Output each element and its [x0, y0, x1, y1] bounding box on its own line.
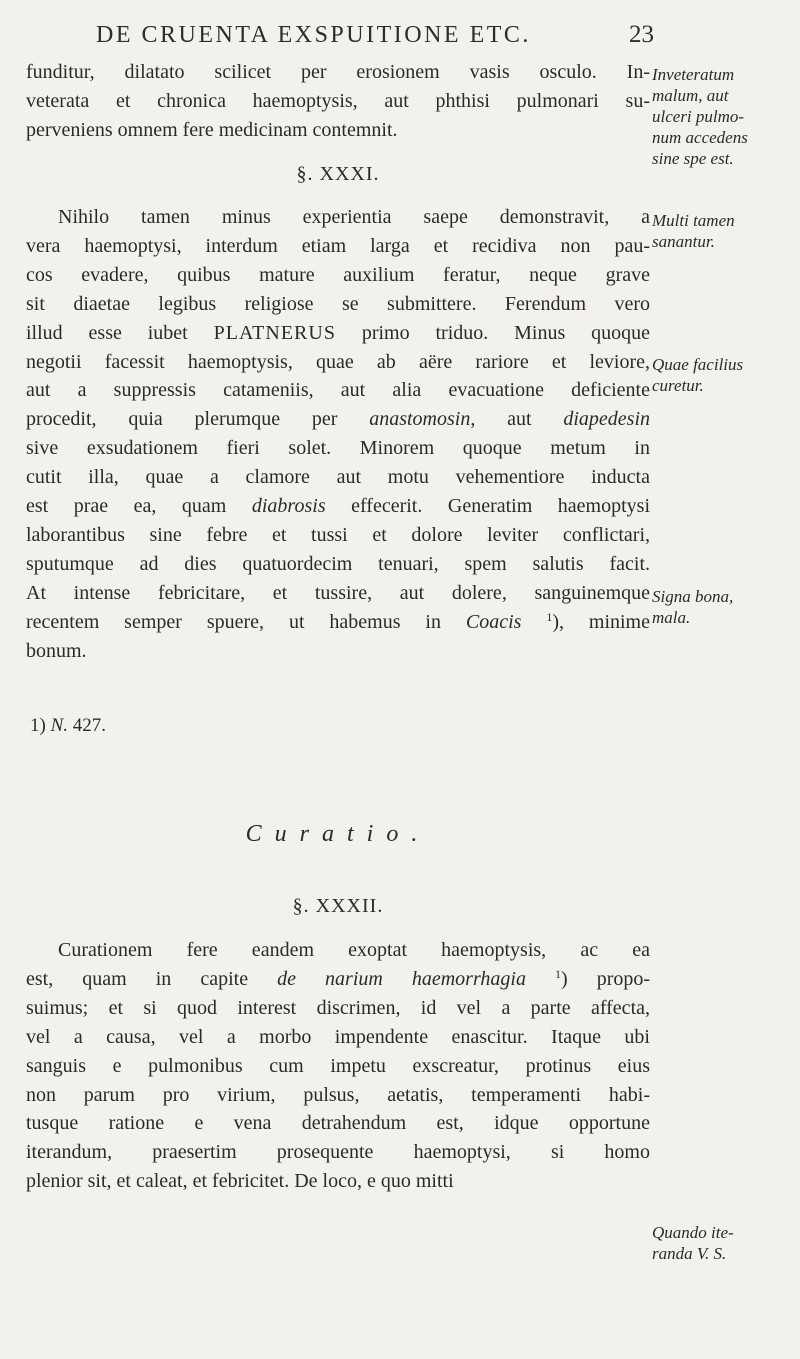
text-run: ) propo-: [561, 967, 651, 990]
text-line: [26, 965, 650, 994]
text-run: , aut: [470, 408, 532, 431]
margin-line: Multi tamen: [652, 211, 735, 230]
term-italic: diapedesin: [563, 408, 651, 431]
section-heading-31: §. XXXI.: [296, 163, 380, 185]
text-line: cos evadere, quibus mature auxilium feratur, neque grave: [26, 263, 650, 286]
text-line: laborantibus sine febre et tussi et dolore leviter conflictari,: [26, 523, 650, 546]
text-line: sit diaetae legibus religiose se submittere. Ferendum vero: [26, 292, 650, 315]
text-line: non parum pro virium, pulsus, aetatis, temperamenti habi-: [26, 1083, 650, 1106]
term-italic: diabrosis: [251, 495, 326, 518]
footnote-ref-abbrev: N.: [50, 715, 69, 736]
running-title: DE CRUENTA EXSPUITIONE ETC.: [96, 22, 531, 48]
chapter-title-italic: de narium haemorrhagia: [277, 967, 526, 990]
margin-line: Inveteratum: [652, 65, 735, 84]
text-line: suimus; et si quod interest discrimen, id vel a parte affecta,: [26, 996, 650, 1019]
footnote-ref: 1: [555, 966, 561, 981]
text-line: At intense febricitare, et tussire, aut dolere, sanguinemque: [26, 581, 650, 604]
footnote-number: 427.: [72, 715, 107, 736]
margin-line: mala.: [652, 608, 691, 627]
curatio-title: Curatio.: [245, 821, 431, 847]
text-line: funditur, dilatato scilicet per erosionem vasis osculo. In-: [26, 61, 650, 83]
paragraph-inveteratum: [26, 58, 650, 145]
margin-note-inveteratum: [652, 64, 800, 169]
text-run: primo triduo. Minus quoque: [361, 321, 651, 344]
margin-line: malum, aut: [652, 86, 729, 105]
text-line: sputumque ad dies quatuordecim tenuari, spem salutis facit.: [26, 552, 650, 575]
footnote-marker: 1): [30, 715, 46, 736]
text-line: sive exsudationem fieri solet. Minorem quoque metum in: [26, 437, 650, 460]
margin-line: Quae facilius: [652, 355, 744, 374]
text-line: iterandum, praesertim prosequente haemoptysi, si homo: [26, 1141, 650, 1164]
text-line: [26, 608, 650, 637]
footnote-ref: 1: [546, 609, 553, 624]
margin-line: Quando ite-: [652, 1223, 734, 1242]
margin-note-signa: [652, 586, 800, 628]
text-line: veterata et chronica haemoptysis, aut phthisi pulmonari su-: [26, 89, 650, 112]
text-line: negotii facessit haemoptysis, quae ab aëre rariore et leviore,: [26, 350, 650, 373]
margin-line: Signa bona,: [652, 587, 734, 606]
text-line: cutit illa, quae a clamore aut motu vehementiore inducta: [26, 466, 650, 489]
author-name: PLATNERUS: [213, 321, 336, 344]
text-line: [26, 405, 650, 434]
text-line: [26, 319, 650, 348]
margin-note-multi: [652, 210, 800, 252]
text-run: recentem semper spuere, ut habemus in: [26, 610, 441, 633]
text-line: sanguis e pulmonibus cum impetu exscreatur, protinus eius: [26, 1054, 650, 1077]
text-line: aut a suppressis catameniis, aut alia evacuatione deficiente: [26, 379, 650, 402]
margin-line: ulceri pulmo-: [652, 107, 745, 126]
margin-line: num accedens: [652, 128, 748, 147]
text-line: bonum.: [26, 639, 87, 662]
margin-note-facilius: [652, 354, 800, 396]
margin-line: sanantur.: [652, 232, 715, 251]
text-line: Curationem fere eandem exoptat haemoptysis, ac ea: [58, 939, 650, 961]
margin-line: randa V. S.: [652, 1244, 727, 1263]
text-run: est, quam in capite: [26, 967, 249, 990]
margin-note-quando: [652, 1222, 800, 1264]
text-line: perveniens omnem fere medicinam contemnit.: [26, 118, 398, 141]
paragraph-experientia: [26, 203, 650, 666]
text-line: vel a causa, vel a morbo impendente enascitur. Itaque ubi: [26, 1025, 650, 1048]
margin-line: sine spe est.: [652, 149, 734, 168]
text-run: est prae ea, quam: [26, 495, 227, 518]
text-run: illud esse iubet: [26, 321, 188, 344]
text-line: Nihilo tamen minus experientia saepe demonstravit, a: [58, 206, 650, 228]
margin-line: curetur.: [652, 376, 704, 395]
text-line: plenior sit, et caleat, et febricitet. De loco, e quo mitti: [26, 1170, 454, 1193]
footnote: [30, 712, 106, 741]
text-line: tusque ratione e vena detrahendum est, idque opportune: [26, 1112, 650, 1135]
text-run: ), minime: [552, 610, 650, 633]
paragraph-curationem: [26, 936, 650, 1196]
section-heading-32: §. XXXII.: [292, 895, 384, 917]
work-title-italic: Coacis: [465, 610, 522, 633]
text-run: effecerit. Generatim haemoptysi: [351, 495, 650, 518]
text-run: procedit, quia plerumque per: [26, 408, 338, 431]
term-italic: anastomosin: [369, 408, 471, 431]
text-line: vera haemoptysi, interdum etiam larga et recidiva non pau-: [26, 234, 650, 257]
text-line: [26, 492, 650, 521]
page-number: 23: [629, 21, 654, 48]
